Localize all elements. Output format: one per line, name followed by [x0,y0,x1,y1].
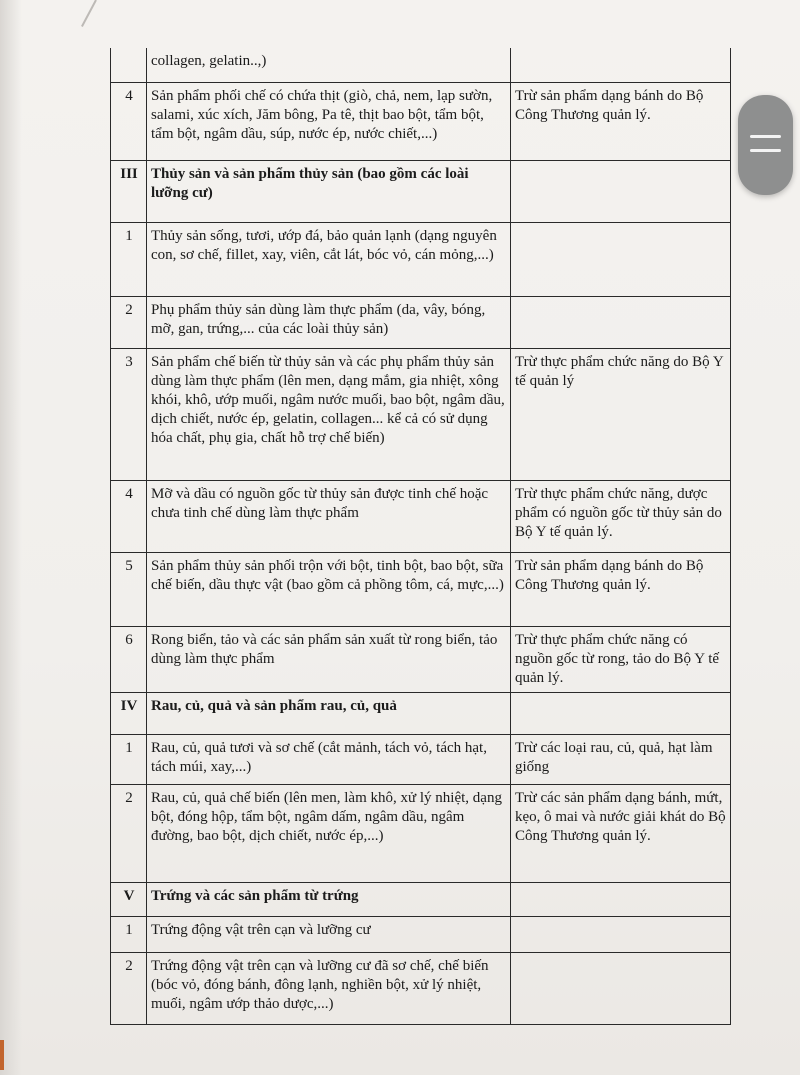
section-row [111,882,731,916]
item-note: Trừ các loại rau, củ, quả, hạt làm giống [511,734,731,784]
item-description: Thủy sản sống, tươi, ướp đá, bảo quản lạnh (dạng nguyên con, sơ chế, fillet, xay, viên, cắt lát, bóc vỏ, cán mỏng,...) [147,222,511,296]
section-row [111,160,731,222]
section-title: Rau, củ, quả và sản phẩm rau, củ, quả [147,692,511,734]
section-title: Trứng và các sản phẩm từ trứng [147,882,511,916]
item-description: Sản phẩm chế biến từ thủy sản và các phụ phẩm thủy sản dùng làm thực phẩm (lên men, dạng mắm, gia nhiệt, xông khói, khô, ướp muối, ngâm nước muối, bao bột, ngâm dầu, dịch chiết, nước ép, gelatin, collagen... kể cả có sử dụng hóa chất, phụ gia, chất hỗ trợ chế biến) [147,348,511,480]
item-number [111,48,147,82]
item-note [511,952,731,1024]
item-number: 1 [111,916,147,952]
section-number: V [111,882,147,916]
item-note [511,692,731,734]
section-row [111,692,731,734]
item-number: 2 [111,784,147,882]
item-note: Trừ các sản phẩm dạng bánh, mứt, kẹo, ô mai và nước giải khát do Bộ Công Thương quản lý. [511,784,731,882]
item-number: 6 [111,626,147,692]
section-number: IV [111,692,147,734]
item-number: 2 [111,952,147,1024]
table-row [111,952,731,1024]
table-row [111,296,731,348]
scroll-handle[interactable] [738,95,793,195]
item-description: Mỡ và dầu có nguồn gốc từ thủy sản được tinh chế hoặc chưa tinh chế dùng làm thực phẩm [147,480,511,552]
item-note: Trừ thực phẩm chức năng do Bộ Y tế quản lý [511,348,731,480]
item-number: 4 [111,480,147,552]
section-number: III [111,160,147,222]
page-fold-line [81,0,97,27]
regulation-table [110,48,731,1025]
item-description: Rong biển, tảo và các sản phẩm sản xuất từ rong biển, tảo dùng làm thực phẩm [147,626,511,692]
item-note: Trừ thực phẩm chức năng, dược phẩm có nguồn gốc từ thủy sản do Bộ Y tế quản lý. [511,480,731,552]
item-number: 3 [111,348,147,480]
item-description: Phụ phẩm thủy sản dùng làm thực phẩm (da, vây, bóng, mỡ, gan, trứng,... của các loài thủy sản) [147,296,511,348]
item-description: Rau, củ, quả tươi và sơ chế (cắt mảnh, tách vỏ, tách hạt, tách múi, xay,...) [147,734,511,784]
item-note [511,296,731,348]
table-row [111,480,731,552]
item-note: Trừ thực phẩm chức năng có nguồn gốc từ rong, tảo do Bộ Y tế quản lý. [511,626,731,692]
page-edge-shadow [0,0,22,1075]
item-note [511,916,731,952]
table-row [111,626,731,692]
item-number: 1 [111,734,147,784]
table-row [111,48,731,82]
item-note [511,48,731,82]
table-row [111,552,731,626]
item-number: 2 [111,296,147,348]
table-row [111,784,731,882]
item-number: 1 [111,222,147,296]
item-description: Sản phẩm thủy sản phối trộn với bột, tinh bột, bao bột, sữa chế biến, dầu thực vật (bao gồm cả phồng tôm, cá, mực,...) [147,552,511,626]
item-note: Trừ sản phẩm dạng bánh do Bộ Công Thương quản lý. [511,552,731,626]
drag-handle-icon [750,149,781,152]
item-description: Rau, củ, quả chế biến (lên men, làm khô, xử lý nhiệt, dạng bột, đóng hộp, tẩm bột, ngâm dấm, ngâm dầu, ngâm đường, bao bột, dịch chiết, nước ép,...) [147,784,511,882]
item-note [511,160,731,222]
item-description: Trứng động vật trên cạn và lưỡng cư [147,916,511,952]
item-number: 4 [111,82,147,160]
drag-handle-icon [750,135,781,138]
table-row [111,916,731,952]
table-row [111,348,731,480]
item-note [511,882,731,916]
item-description: Sản phẩm phối chế có chứa thịt (giò, chả, nem, lạp sườn, salami, xúc xích, Jăm bông, Pa tê, thịt bao bột, tẩm bột, tẩm bột, ngâm dầu, súp, nước ép, nước chiết,...) [147,82,511,160]
item-description: Trứng động vật trên cạn và lưỡng cư đã sơ chế, chế biến (bóc vỏ, đóng bánh, đông lạnh, nghiền bột, xử lý nhiệt, muối, ngâm ướp thảo dược,...) [147,952,511,1024]
table-row [111,734,731,784]
item-number: 5 [111,552,147,626]
binder-mark [0,1040,4,1070]
item-description: collagen, gelatin..,) [147,48,511,82]
table-row [111,222,731,296]
item-note: Trừ sản phẩm dạng bánh do Bộ Công Thương quản lý. [511,82,731,160]
item-note [511,222,731,296]
table-row [111,82,731,160]
section-title: Thủy sản và sản phẩm thủy sản (bao gồm các loài lưỡng cư) [147,160,511,222]
